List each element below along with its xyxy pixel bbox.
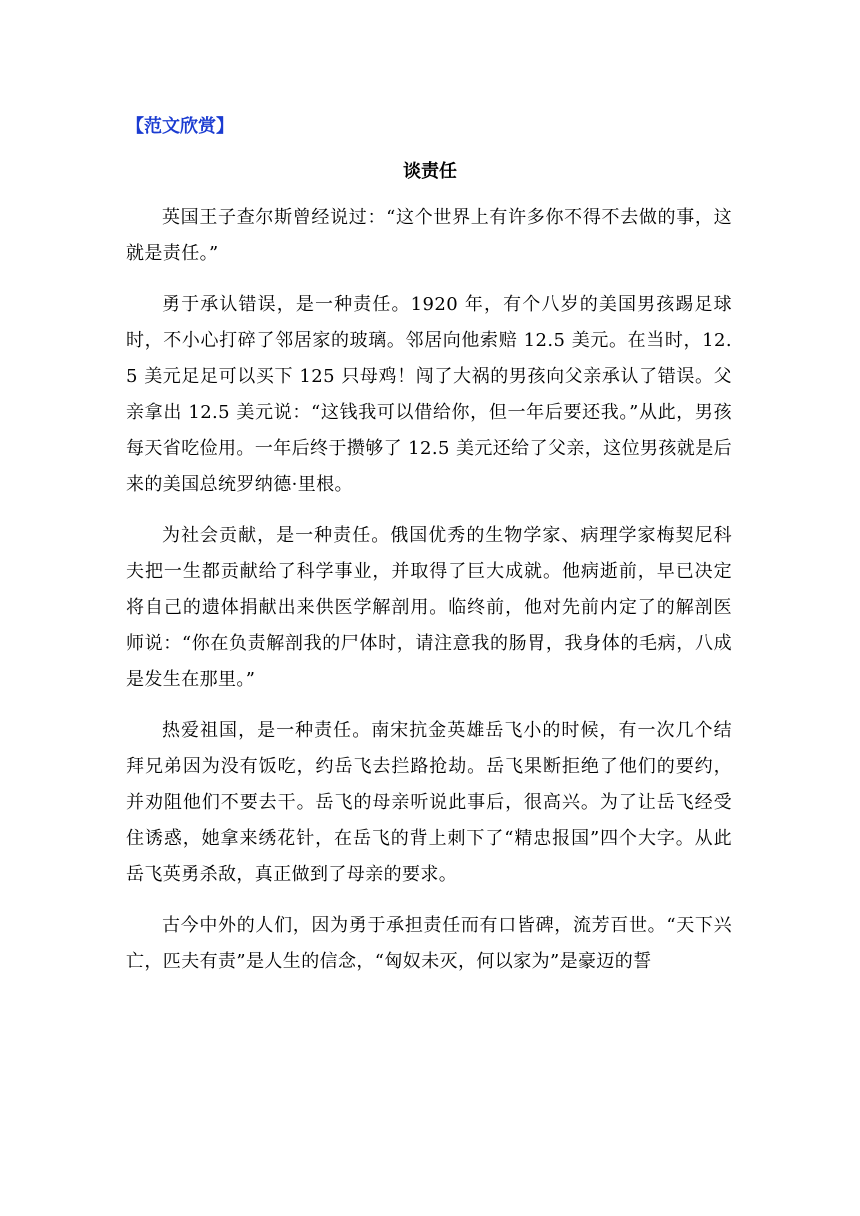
- paragraph-3: 为社会贡献，是一种责任。俄国优秀的生物学家、病理学家梅契尼科夫把一生都贡献给了科学事业，并取得了巨大成就。他病逝前，早已决定将自己的遗体捐献出来供医学解剖用。临终前，他对先前内定了的解剖医师说：“你在负责解剖我的尸体时，请注意我的肠胃，我身体的毛病，八成是发生在那里。”: [126, 525, 732, 690]
- section-label: 【范文欣赏】: [126, 116, 234, 137]
- paragraph-4: 热爱祖国，是一种责任。南宋抗金英雄岳飞小的时候，有一次几个结拜兄弟因为没有饭吃，约岳飞去拦路抢劫。岳飞果断拒绝了他们的要约，并劝阻他们不要去干。岳飞的母亲听说此事后，很高兴。为了让岳飞经受住诱惑，她拿来绣花针，在岳飞的背上刺下了“精忠报国”四个大字。从此岳飞英勇杀敌，真正做到了母亲的要求。: [126, 720, 732, 885]
- essay-body: [126, 200, 732, 995]
- essay-title: 谈责任: [403, 161, 457, 182]
- paragraph-1: 英国王子查尔斯曾经说过：“这个世界上有许多你不得不去做的事，这就是责任。”: [126, 207, 732, 264]
- paragraph-5: 古今中外的人们，因为勇于承担责任而有口皆碑，流芳百世。“天下兴亡，匹夫有责”是人生的信念，“匈奴未灭，何以家为”是豪迈的誓: [126, 915, 732, 972]
- paragraph-2: 勇于承认错误，是一种责任。1920 年，有个八岁的美国男孩踢足球时，不小心打碎了邻居家的玻璃。邻居向他索赔 12.5 美元。在当时，12.5 美元足足可以买下 125 只母鸡！闯了大祸的男孩向父亲承认了错误。父亲拿出 12.5 美元说：“这钱我可以借给你，但一年后要还我。”从此，男孩每天省吃俭用。一年后终于攒够了 12.5 美元还给了父亲，这位男孩就是后来的美国总统罗纳德·里根。: [126, 294, 732, 495]
